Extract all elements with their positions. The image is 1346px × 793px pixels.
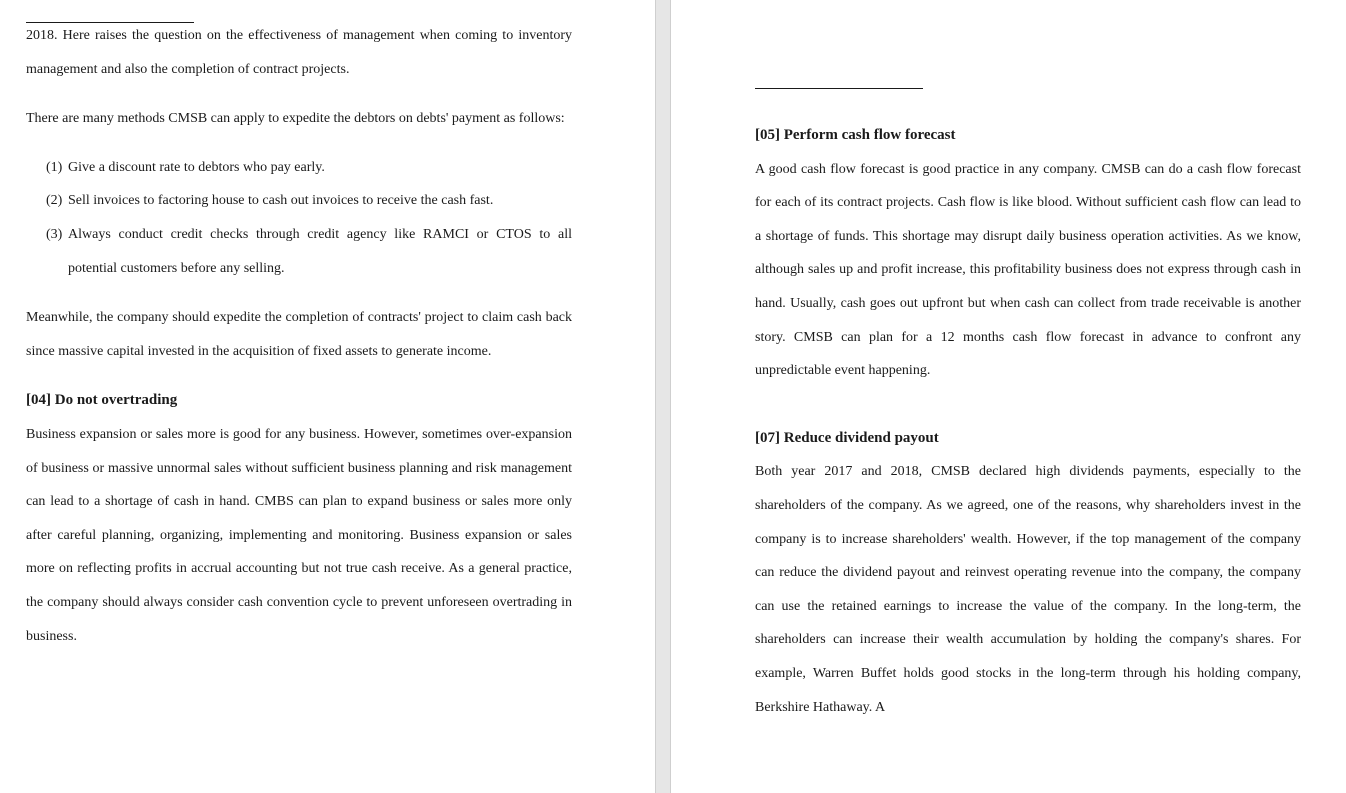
page-gutter [655, 0, 671, 793]
document-page-left [0, 0, 655, 793]
section-05-body: A good cash flow forecast is good practice in any company. CMSB can do a cash flow forecast for each of its contract projects. Cash flow is like blood. Without sufficient cash flow can lead to a shortage of funds. This shortage may disrupt daily business operation activities. As we know, although sales up and profit increase, this profitability business does not express through cash in hand. Usually, cash goes out upfront but when cash can collect from trade receivable is another story. CMSB can plan for a 12 months cash flow forecast in advance to confront any unpredictable event happening. [755, 161, 1301, 379]
list-item [26, 218, 572, 285]
section-07-body: Both year 2017 and 2018, CMSB declared high dividends payments, especially to the shareholders of the company. As we agreed, one of the reasons, why shareholders invest in the company is to increase shareholders' wealth. However, if the top management of the company can reduce the dividend payout and reinvest operating revenue into the company, the company can use the retained earnings to increase the value of the company. In the long-term, the shareholders can increase their wealth accumulation by holding the company's shares. For example, Warren Buffet holds good stocks in the long-term through his holding company, Berkshire Hathaway. A [755, 464, 1301, 715]
section-04-body: Business expansion or sales more is good for any business. However, sometimes over-expansion of business or massive unnormal sales without sufficient business planning and risk management can lead to a shortage of cash in hand. CMBS can plan to expand business or sales more only after careful planning, organizing, implementing and monitoring. Business expansion or sales more on reflecting profits in accrual accounting but not true cash receive. As a general practice, the company should always consider cash convention cycle to prevent unforeseen overtrading in business. [26, 426, 572, 644]
list-item-number: (2) [46, 193, 63, 209]
methods-list [26, 151, 572, 285]
meanwhile-paragraph: Meanwhile, the company should expedite the completion of contracts' project to claim cash back since massive capital invested in the acquisition of fixed assets to generate income. [26, 310, 572, 359]
list-item-number: (3) [46, 226, 63, 242]
list-item-text: Always conduct credit checks through credit agency like RAMCI or CTOS to all potential customers before any selling. [68, 226, 572, 276]
list-item [26, 151, 572, 185]
footnote-separator-rule [755, 88, 923, 89]
document-page-right [671, 0, 1346, 793]
list-item-text: Sell invoices to factoring house to cash out invoices to receive the cash fast. [68, 193, 494, 209]
list-item [26, 184, 572, 218]
methods-intro-paragraph: There are many methods CMSB can apply to expedite the debtors on debts' payment as follows: [26, 111, 565, 127]
list-item-number: (1) [46, 159, 63, 175]
left-page-text-column [26, 0, 572, 653]
section-07-heading: [07] Reduce dividend payout [755, 429, 939, 446]
right-page-text-column [755, 0, 1301, 724]
section-05-heading: [05] Perform cash flow forecast [755, 127, 956, 143]
section-04-heading: [04] Do not overtrading [26, 392, 178, 409]
list-item-text: Give a discount rate to debtors who pay early. [68, 159, 325, 175]
continuation-paragraph: 2018. Here raises the question on the effectiveness of management when coming to inventory management and also the completion of contract projects. [26, 28, 572, 77]
